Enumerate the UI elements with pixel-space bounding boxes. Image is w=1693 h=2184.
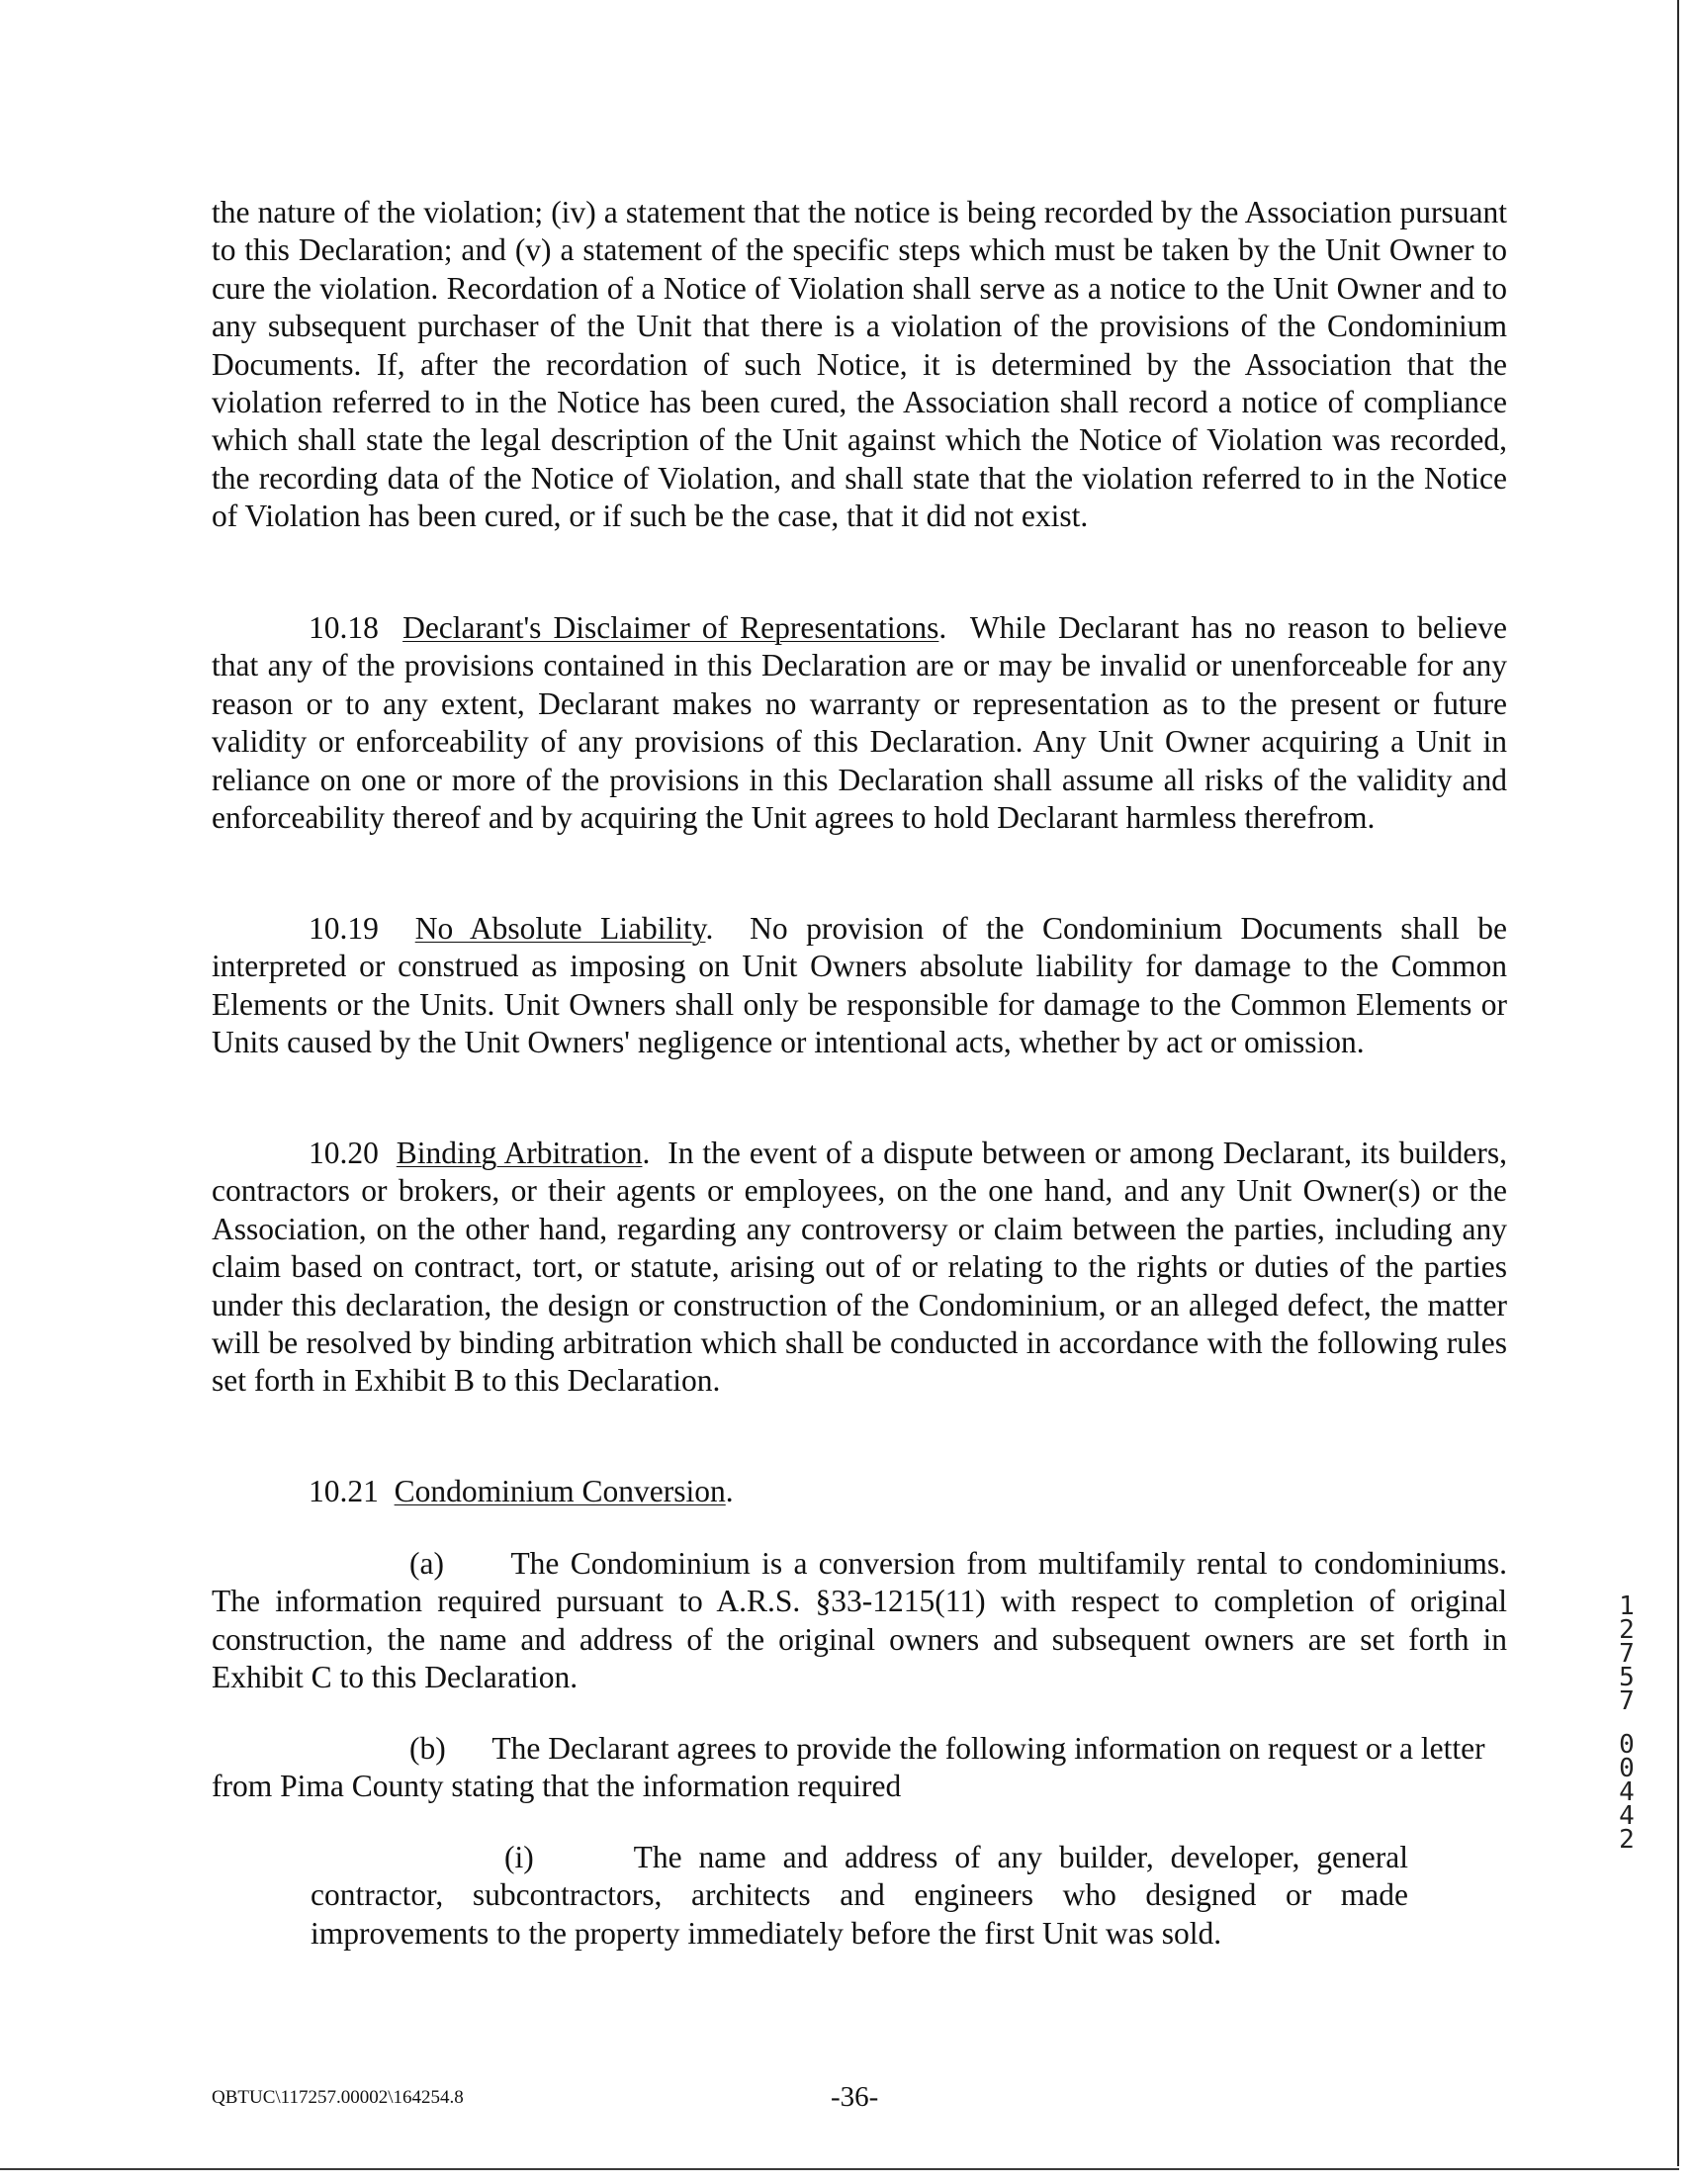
subsection-body: The name and address of any builder, developer, general contractor, subcontractors, architects and engineers who designed or made improvements to the property immediately before the first Unit was sold. (311, 1840, 1408, 1951)
stamp-digit: 4 (1619, 1777, 1635, 1807)
section-body: No provision of the Condominium Documents shall be interpreted or construed as imposing on Unit Owners absolute liability for damage to the Common Elements or the Units. Unit Owners shall only be responsible for damage to the Common Elements or Units caused by the Unit Owners' negligence or intentional acts, whether by act or omission. (212, 911, 1508, 1060)
section-10-19: 10.19 No Absolute Liability. No provision of the Condominium Documents shall be interpreted or construed as imposing on Unit Owners absolute liability for damage to the Common Elements or the Units. Unit Owners shall only be responsible for damage to the Common Elements or Units caused by the Unit Owners' negligence or intentional acts, whether by act or omission. (212, 911, 1508, 1060)
subsection-a (212, 1545, 1507, 1697)
section-10-18: 10.18 Declarant's Disclaimer of Representations. While Declarant has no reason to believe that any of the provisions contained in this Declaration are or may be invalid or unenforceable for any reason or to any extent, Declarant makes no warranty or representation as to the present or future validity or enforceability of any provisions of this Declaration. Any Unit Owner acquiring a Unit in reliance on one or more of the provisions in this Declaration shall assume all risks of the validity and enforceability thereof and by acquiring the Unit agrees to hold Declarant harmless therefrom. (212, 610, 1508, 836)
stamp-digit: 2 (1619, 1615, 1635, 1645)
subsection-label: (b) (409, 1731, 446, 1766)
recording-stamp (1612, 1592, 1642, 1855)
subsection-i (311, 1839, 1408, 1953)
stamp-digit: 5 (1619, 1663, 1635, 1692)
footer-document-id: QBTUC\117257.00002\164254.8 (212, 2087, 464, 2108)
section-body: While Declarant has no reason to believe that any of the provisions contained in this Declaration are or may be invalid or unenforceable for any reason or to any extent, Declarant makes no warranty or representation as to the present or future validity or enforceability of any provisions of this Declaration. Any Unit Owner acquiring a Unit in reliance on one or more of the provisions in this Declaration shall assume all risks of the validity and enforceability thereof and by acquiring the Unit agrees to hold Declarant harmless therefrom. (212, 610, 1508, 836)
section-number: 10.19 (309, 911, 379, 946)
stamp-digit: 7 (1619, 1686, 1635, 1716)
stamp-digit: 4 (1619, 1801, 1635, 1831)
stamp-digit: 7 (1619, 1639, 1635, 1669)
section-heading: Binding Arbitration (396, 1136, 643, 1170)
stamp-digit: 1 (1619, 1592, 1635, 1621)
section-number: 10.18 (309, 610, 379, 645)
section-heading: Condominium Conversion (394, 1474, 726, 1508)
stamp-digit: 0 (1619, 1754, 1635, 1783)
subsection-body: The Declarant agrees to provide the following information on request or a letter from Pima County stating that the information required (212, 1731, 1485, 1804)
section-number: 10.20 (309, 1136, 379, 1170)
footer-page-number: -36- (831, 2081, 879, 2113)
section-10-21: 10.21 Condominium Conversion. (309, 1474, 734, 1508)
subsection-b (212, 1730, 1507, 1806)
section-10-20: 10.20 Binding Arbitration. In the event of a dispute between or among Declarant, its builders, contractors or brokers, or their agents or employees, on the one hand, and any Unit Owner(s) or the Association, on the other hand, regarding any controversy or claim between the parties, including any claim based on contract, tort, or statute, arising out of or relating to the rights or duties of the parties under this declaration, the design or construction of the Condominium, or an alleged defect, the matter will be resolved by binding arbitration which shall be conducted in accordance with the following rules set forth in Exhibit B to this Declaration. (212, 1136, 1508, 1399)
stamp-digit: 0 (1619, 1730, 1635, 1760)
scan-border-bottom (0, 2168, 1679, 2170)
subsection-body: The Condominium is a conversion from multifamily rental to condominiums. The information required pursuant to A.R.S. §33-1215(11) with respect to completion of original construction, the name and address of the original owners and subsequent owners are set forth in Exhibit C to this Declaration. (212, 1546, 1507, 1695)
subsection-label: (a) (409, 1546, 444, 1581)
section-body: In the event of a dispute between or among Declarant, its builders, contractors or brokers, or their agents or employees, on the one hand, and any Unit Owner(s) or the Association, on the other hand, regarding any controversy or claim between the parties, including any claim based on contract, tort, or statute, arising out of or relating to the rights or duties of the parties under this declaration, the design or construction of the Condominium, or an alleged defect, the matter will be resolved by binding arbitration which shall be conducted in accordance with the following rules set forth in Exhibit B to this Declaration. (212, 1136, 1508, 1399)
stamp-digit: 2 (1619, 1825, 1635, 1855)
paragraph-continuation: the nature of the violation; (iv) a statement that the notice is being recorded by the Association pursuant to this Declaration; and (v) a statement of the specific steps which must be taken by the Unit Owner to cure the violation. Recordation of a Notice of Violation shall serve as a notice to the Unit Owner and to any subsequent purchaser of the Unit that there is a violation of the provisions of the Condominium Documents. If, after the recordation of such Notice, it is determined by the Association that the violation referred to in the Notice has been cured, the Association shall record a notice of compliance which shall state the legal description of the Unit against which the Notice of Violation was recorded, the recording data of the Notice of Violation, and shall state that the violation referred to in the Notice of Violation has been cured, or if such be the case, that it did not exist. (212, 195, 1507, 534)
section-heading: No Absolute Liability (414, 911, 706, 946)
scan-border-right (1677, 0, 1679, 2166)
subsection-label: (i) (504, 1840, 534, 1874)
section-heading: Declarant's Disclaimer of Representations (402, 610, 939, 645)
section-number: 10.21 (309, 1474, 379, 1508)
